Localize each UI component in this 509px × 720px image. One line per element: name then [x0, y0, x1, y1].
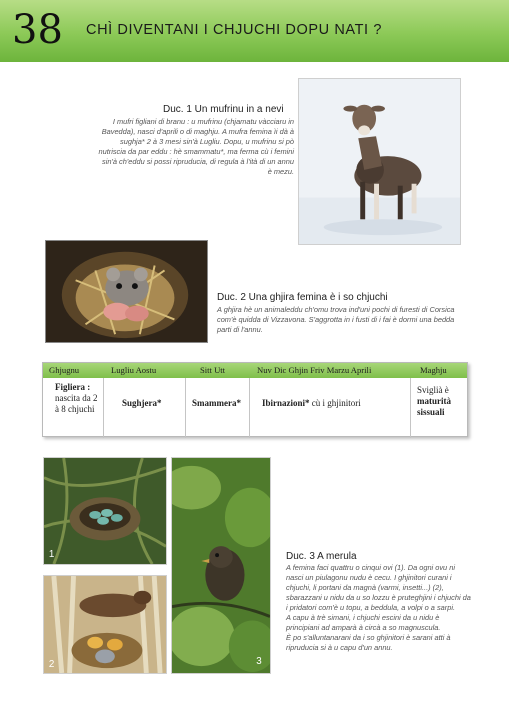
stage-label: Smammera* [192, 398, 241, 408]
young-blackbird-photo [171, 457, 271, 674]
timeline-months-bar [43, 363, 467, 378]
doc2-title: Duc. 2 Una ghjira femina è i so chjuchi [217, 292, 388, 303]
stage-label: Ibirnazioni* [262, 398, 310, 408]
month-label: Sitt Utt [200, 365, 226, 375]
blackbird-feeding-chicks-photo [43, 575, 167, 674]
month-label: Lugliu Aostu [111, 365, 157, 375]
stage-cell [43, 378, 104, 438]
doc3-paragraph: È po s'alluntanarani da i so ghjinitori è sarani atti à ripruducia si à u capu d'un annu. [286, 633, 451, 652]
stage-label: Figliera : [55, 382, 91, 392]
stage-cell [250, 378, 411, 438]
doc1-title: Duc. 1 Un mufrinu in a nevi [163, 104, 284, 115]
timeline-stages [43, 378, 467, 438]
page-header [0, 0, 509, 62]
stage-detail: nascita da 2 à 8 chjuchi [55, 393, 98, 414]
dormouse-photo [45, 240, 208, 343]
stage-detail: Sviglià è [417, 385, 449, 395]
doc3-paragraph: A femina faci quattru o cinqui ovi (1). Da ogni ovu ni nasci un piulagonu nudu è cecu. I ghjinitori curani i chjuchi, li portani da magnà (varmi, insetti...) (2), sbarazzani u nidu da u so lozzu è pruteghjini i chjuchi da i pridatori com'è u topu, a beddula, a volpi o a sarpi. [286, 563, 471, 612]
stage-label: maturità sissuali [417, 396, 451, 417]
month-label: Ghjugnu [49, 365, 80, 375]
photo-label: 3 [256, 656, 262, 668]
blackbird-nest-eggs-photo [43, 457, 167, 565]
doc1-text: I mufri figliani di branu : u mufrinu (chjamatu vàcciaru in Bavedda), nasci d'aprili o di maghju. A mufra femina ìi dà à sughja* 2 à 3 mesi sin'à Lugliu. Dopu, u mufrinu si pò nutriscia da par eddu : hè smammatu*, ma ferma cù i femini sin'à ch'eddu si possi ripruducia, di regula à l'ità di un annu è mezu. [98, 117, 294, 176]
stage-cell [186, 378, 250, 438]
photo-label: 2 [48, 659, 55, 671]
page-number: 38 [12, 7, 63, 53]
page-title: CHÌ DIVENTANI I CHJUCHI DOPU NATI ? [86, 22, 382, 38]
doc2-text: A ghjira hè un animaleddu ch'omu trova ind'uni pochi di furesti di Corsica com'è quidda di Vizzavona. S'aggrotta in i fusti di i fai è dormi una bedda parti di l'annu. [217, 305, 455, 334]
stage-detail: cù i ghjinitori [309, 398, 361, 408]
stage-cell [104, 378, 186, 438]
doc3-paragraph: A capu à trè simani, i chjuchi escini da u nidu è principiani ad amparà à circà a so magnuscula. [286, 613, 441, 632]
photo-label: 1 [48, 549, 55, 561]
month-label: Nuv Dic Ghjin Friv Marzu Aprili [257, 365, 372, 375]
mouflon-photo [298, 78, 461, 245]
doc3-title: Duc. 3 A merula [286, 551, 357, 562]
life-cycle-timeline [42, 362, 468, 437]
month-label: Maghju [420, 365, 447, 375]
doc3-text [286, 563, 472, 653]
stage-cell [411, 378, 469, 438]
stage-label: Sughjera* [122, 398, 162, 408]
